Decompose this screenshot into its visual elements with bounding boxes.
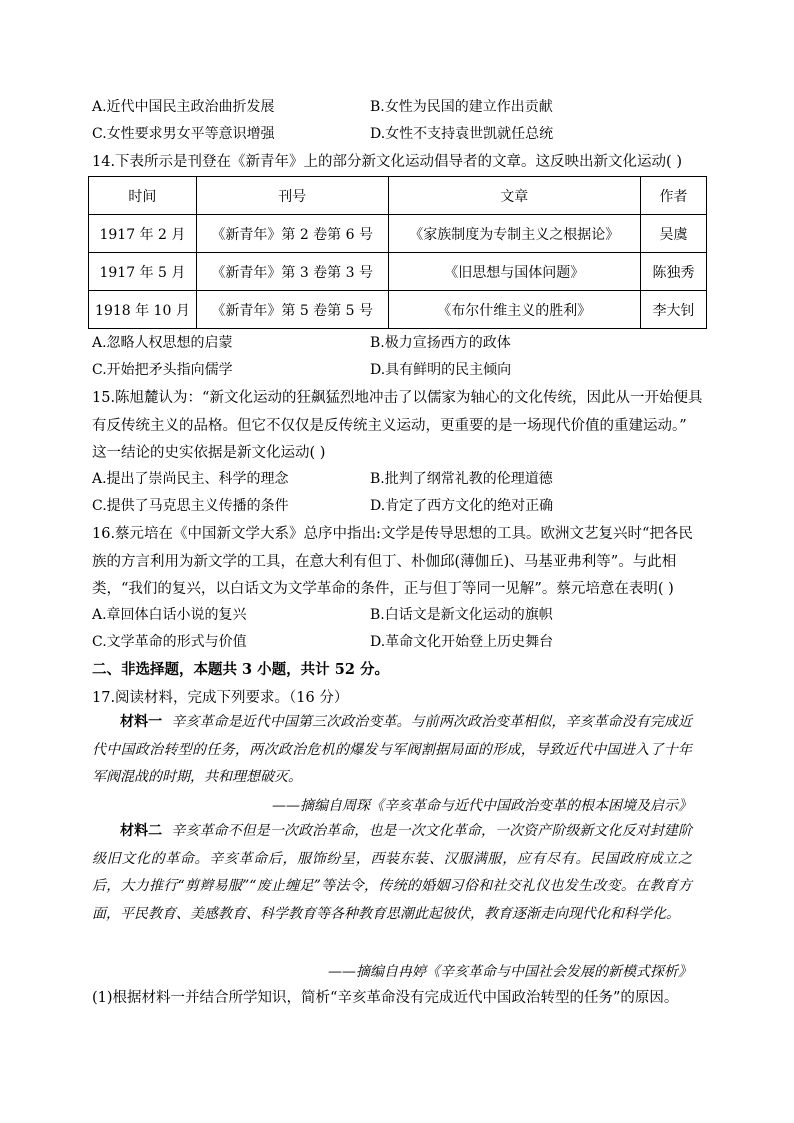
q16-option-a[interactable]: A.章回体白话小说的复兴 bbox=[92, 607, 247, 623]
q14-option-d[interactable]: D.具有鲜明的民主倾向 bbox=[370, 362, 512, 378]
q15-option-c[interactable]: C.提供了马克思主义传播的条件 bbox=[92, 498, 289, 514]
cell-author: 吴虞 bbox=[641, 215, 707, 253]
material-2-text: 辛亥革命不但是一次政治革命，也是一次文化革命，一次资产阶级新文化反对封建阶级旧文化的革命。辛亥革命后，服饰纷呈，西装东装、汉服满服，应有尽有。民国政府成立之后，大力推行“剪辫易服”“废止缠足”等法令，传统的婚姻习俗和社交礼仪也发生改变。在教育方面，平民教育、美感教育、科学教育等各种教育思潮此起彼伏，教育逐渐走向现代化和科学化。 bbox=[92, 823, 693, 922]
section-title: 二、非选择题，本题共 3 小题，共计 52 分。 bbox=[92, 661, 389, 678]
cell-article: 《布尔什维主义的胜利》 bbox=[388, 291, 641, 329]
q15-stem-line-3: 这一结论的史实依据是新文化运动( ) bbox=[92, 445, 326, 461]
material-1-text: 辛亥革命是近代中国第三次政治变革。与前两次政治变革相似，辛亥革命没有完成近代中国政治转型的任务，两次政治危机的爆发与军阀割据局面的形成，导致近代中国进入了十年军阀混战的时期，共和理想破灭。 bbox=[92, 714, 693, 785]
q16-stem-line-2: 族的方言利用为新文学的工具，在意大利有但丁、朴伽邱(薄伽丘)、马基亚弗利等”。与此相 bbox=[92, 554, 677, 570]
q14-option-b[interactable]: B.极力宣扬西方的政体 bbox=[370, 335, 511, 351]
table-row bbox=[89, 253, 707, 291]
q15-stem-line-2: 有反传统主义的品格。但它不仅仅是反传统主义运动，更重要的是一场现代价值的重建运动。” bbox=[92, 418, 687, 434]
material-2-source: ——摘编自冉婷《辛亥革命与中国社会发展的新模式探析》 bbox=[328, 964, 692, 980]
q14-option-a[interactable]: A.忽略人权思想的启蒙 bbox=[92, 335, 233, 351]
material-1-label: 材料一 bbox=[120, 714, 163, 730]
cell-article: 《家族制度为专制主义之根据论》 bbox=[388, 215, 641, 253]
q15-option-a[interactable]: A.提出了崇尚民主、科学的理念 bbox=[92, 471, 289, 487]
material-2 bbox=[92, 818, 692, 928]
material-1 bbox=[92, 709, 692, 792]
q16-options-row-2 bbox=[92, 631, 712, 653]
q15-options-row-2 bbox=[92, 495, 712, 517]
table-header-row bbox=[89, 177, 707, 215]
q13-option-b[interactable]: B.女性为民国的建立作出贡献 bbox=[370, 99, 553, 115]
q16-stem-line-3: 类，“我们的复兴，以白话文为文学革命的条件，正与但丁等同一见解”。蔡元培意在表明( ) bbox=[92, 581, 674, 597]
q14-options-row-1 bbox=[92, 332, 712, 354]
q16-option-b[interactable]: B.白话文是新文化运动的旗帜 bbox=[370, 607, 553, 623]
q15-options-row-1 bbox=[92, 468, 712, 490]
material-2-label: 材料二 bbox=[120, 823, 163, 839]
q14-stem: 14.下表所示是刊登在《新青年》上的部分新文化运动倡导者的文章。这反映出新文化运动( ) bbox=[92, 154, 682, 170]
q17-subquestion-1: (1)根据材料一并结合所学知识，简析“辛亥革命没有完成近代中国政治转型的任务”的原因。 bbox=[92, 990, 679, 1006]
q16-options-row-1 bbox=[92, 604, 712, 626]
table-row bbox=[89, 291, 707, 329]
q15-option-b[interactable]: B.批判了纲常礼教的伦理道德 bbox=[370, 471, 553, 487]
q14-option-c[interactable]: C.开始把矛头指向儒学 bbox=[92, 362, 233, 378]
q16-stem-line-1: 16.蔡元培在《中国新文学大系》总序中指出:文学是传导思想的工具。欧洲文艺复兴时“把各民 bbox=[92, 526, 693, 542]
cell-time: 1917 年 5 月 bbox=[89, 253, 197, 291]
q13-option-a[interactable]: A.近代中国民主政治曲折发展 bbox=[92, 99, 275, 115]
header-article: 文章 bbox=[388, 177, 641, 215]
q13-option-c[interactable]: C.女性要求男女平等意识增强 bbox=[92, 126, 275, 142]
q14-options-row-2 bbox=[92, 359, 712, 381]
q13-options-row-1 bbox=[92, 96, 712, 118]
q13-option-d[interactable]: D.女性不支持袁世凯就任总统 bbox=[370, 126, 554, 142]
q15-stem-line-1: 15.陈旭麓认为：“新文化运动的狂飙猛烈地冲击了以儒家为轴心的文化传统，因此从一开始便具 bbox=[92, 390, 703, 406]
cell-time: 1918 年 10 月 bbox=[89, 291, 197, 329]
cell-issue: 《新青年》第 3 卷第 3 号 bbox=[196, 253, 388, 291]
q16-option-d[interactable]: D.革命文化开始登上历史舞台 bbox=[370, 634, 554, 650]
material-1-source: ——摘编自周琛《辛亥革命与近代中国政治变革的根本困境及启示》 bbox=[272, 798, 692, 814]
cell-article: 《旧思想与国体问题》 bbox=[388, 253, 641, 291]
header-author: 作者 bbox=[641, 177, 707, 215]
header-time: 时间 bbox=[89, 177, 197, 215]
cell-issue: 《新青年》第 5 卷第 5 号 bbox=[196, 291, 388, 329]
q14-table bbox=[88, 176, 707, 329]
q17-stem: 17.阅读材料，完成下列要求。（16 分） bbox=[92, 690, 349, 706]
cell-time: 1917 年 2 月 bbox=[89, 215, 197, 253]
q13-options-row-2 bbox=[92, 123, 712, 145]
table-row bbox=[89, 215, 707, 253]
header-issue: 刊号 bbox=[196, 177, 388, 215]
q16-option-c[interactable]: C.文学革命的形式与价值 bbox=[92, 634, 247, 650]
cell-issue: 《新青年》第 2 卷第 6 号 bbox=[196, 215, 388, 253]
cell-author: 李大钊 bbox=[641, 291, 707, 329]
q15-option-d[interactable]: D.肯定了西方文化的绝对正确 bbox=[370, 498, 554, 514]
cell-author: 陈独秀 bbox=[641, 253, 707, 291]
